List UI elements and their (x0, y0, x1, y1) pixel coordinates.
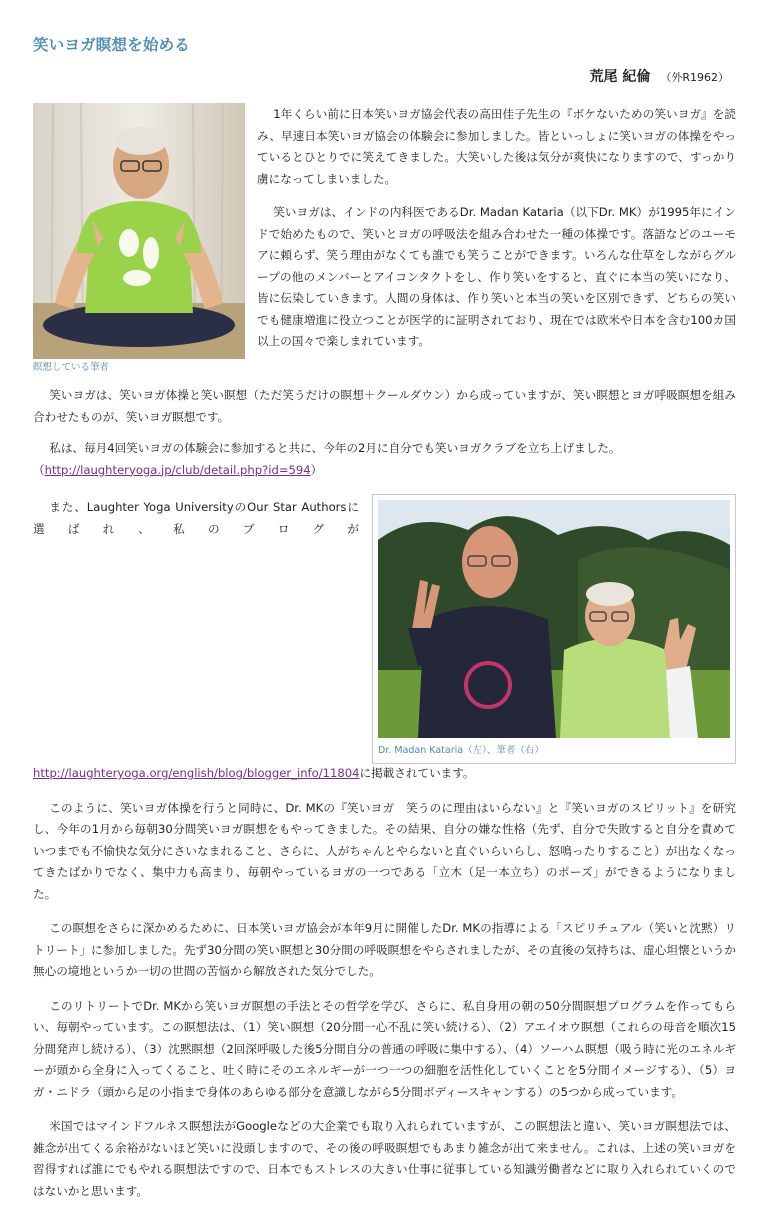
paragraph-4: 私は、毎月4回笑いヨガの体験会に参加すると共に、今年の2月に自分でも笑いヨガクラブを立ち上げました。 （http://laughteryoga.jp/club/detail.php?id=594） (33, 441, 621, 477)
blog-link[interactable]: http://laughteryoga.org/english/blog/blogger_info/11804 (33, 766, 360, 780)
paragraph-3: 笑いヨガは、笑いヨガ体操と笑い瞑想（ただ笑うだけの瞑想＋クールダウン）から成っていますが、笑い瞑想とヨガ呼吸瞑想を組み合わせたものが、笑いヨガ瞑想です。 (33, 388, 736, 424)
text-column-right (257, 104, 736, 353)
paragraph-7: この瞑想をさらに深かめるために、日本笑いヨガ協会が本年9月に開催したDr. MKの指導による「スピリチュアル（笑いと沈黙）リトリート」に参加しました。先ず30分間の笑い瞑想と30分間の呼吸瞑想をやらされましたが、その直後の気持ちは、虚心坦懐というか無心の境地というか一切の世間の苦悩から解放された気分でした。 (33, 921, 736, 978)
author-class: （外R1962） (660, 71, 729, 84)
author-name: 荒尾 紀倫 (589, 69, 651, 85)
paragraph-5-tail: に掲載されています。 (359, 766, 475, 780)
caption-kataria: Dr. Madan Kataria（左）、筆者（右） (378, 745, 544, 756)
text-block-middle (33, 385, 736, 481)
caption-meditating: 瞑想している筆者 (33, 362, 110, 373)
paragraph-6: このように、笑いヨガ体操を行うと同時に、Dr. MKの『笑いヨガ 笑うのに理由はいらない』と『笑いヨガのスピリット』を研究し、今年の1月から毎朝30分間笑いヨガ瞑想をもやってきました。その結果、自分の嫌な性格（先ず、自分で失敗すると自分を責めていつまでも不愉快な気分にさいなまれること、さらに、人がちゃんとやらないと直ぐいらいらし、怒鳴ったりすること）が出なくなってきたばかりでなく、集中力も高まり、毎朝やっているヨガの一つである「立木（足一本立ち）のポーズ」ができるようになりました。 (33, 800, 736, 901)
author-line (589, 66, 729, 86)
figure-kataria (372, 494, 736, 764)
kataria-photo (378, 500, 730, 738)
paragraph-5-end (33, 763, 736, 785)
paragraph-5-lead: また、Laughter Yoga UniversityのOur Star Authorsに選ばれ、私のブログが (33, 500, 359, 536)
paragraph-8: このリトリートでDr. MKから笑いヨガ瞑想の手法とその哲学を学び、さらに、私自身用の朝の50分間瞑想プログラムを作ってもらい、毎朝やっています。この瞑想法は、（1）笑い瞑想（20分間一心不乱に笑い続ける）、（2）アエイオウ瞑想（これらの母音を順次15分間発声し続ける）、（3）沈黙瞑想（2回深呼吸した後5分間自分の普通の呼吸に集中する）、（4）ソーハム瞑想（吸う時に光のエネルギーが頭から全身に入ってくること、吐く時にそのエネルギーが一つ一つの細胞を活性化していくことを5分間イメージする）、（5）ヨガ・ニドラ（頭から足の小指まで身体のあらゆる部分を意識しながら5分間ボディースキャンする）の5つから成っています。 (33, 998, 736, 1099)
figure-meditating (33, 103, 245, 375)
meditating-photo (33, 103, 245, 359)
text-column-left (33, 497, 359, 540)
page-title: 笑いヨガ瞑想を始める (33, 36, 191, 54)
paragraph-1: 1年くらい前に日本笑いヨガ協会代表の高田佳子先生の『ボケないための笑いヨガ』を読み、早速日本笑いヨガ協会の体験会に参加しました。皆といっしょに笑いヨガの体操をやっているとひとりでに笑えてきました。大笑いした後は気分が爽快になりますので、すっかり虜になってしまいました。 (257, 107, 736, 186)
paragraph-2: 笑いヨガは、インドの内科医であるDr. Madan Kataria（以下Dr. MK）が1995年にインドで始めたもので、笑いとヨガの呼吸法を組み合わせた一種の体操です。落語などのユーモアに頼らず、笑う理由がなくても誰でも笑うことができます。いろんな仕草をしながらグループの他のメンバーとアイコンタクトをし、作り笑いをすると、直ぐに本当の笑いになり、皆に伝染していきます。人間の身体は、作り笑いと本当の笑いを区別できず、どちらの笑いでも健康増進に役立つことが医学的に証明されており、現在では欧米や日本を含む100カ国以上の国々で楽しまれています。 (257, 205, 736, 348)
text-block-lower (33, 763, 736, 1202)
paragraph-4-text: 私は、毎月4回笑いヨガの体験会に参加すると共に、今年の2月に自分でも笑いヨガクラブを立ち上げました。 (49, 441, 621, 455)
club-link[interactable]: http://laughteryoga.jp/club/detail.php?id=594 (44, 462, 311, 477)
paragraph-9: 米国ではマインドフルネス瞑想法がGoogleなどの大企業でも取り入れられていますが、この瞑想法と違い、笑いヨガ瞑想法では、雑念が出てくる余裕がないほど笑いに没頭しますので、その後の呼吸瞑想でもあまり雑念が出て来ません。これは、上述の笑いヨガを習得すれば誰にでもやれる瞑想法ですので、日本でもストレスの大きい仕事に従事している知識労働者などに取り入れられていくのではないかと思います。 (33, 1119, 736, 1198)
